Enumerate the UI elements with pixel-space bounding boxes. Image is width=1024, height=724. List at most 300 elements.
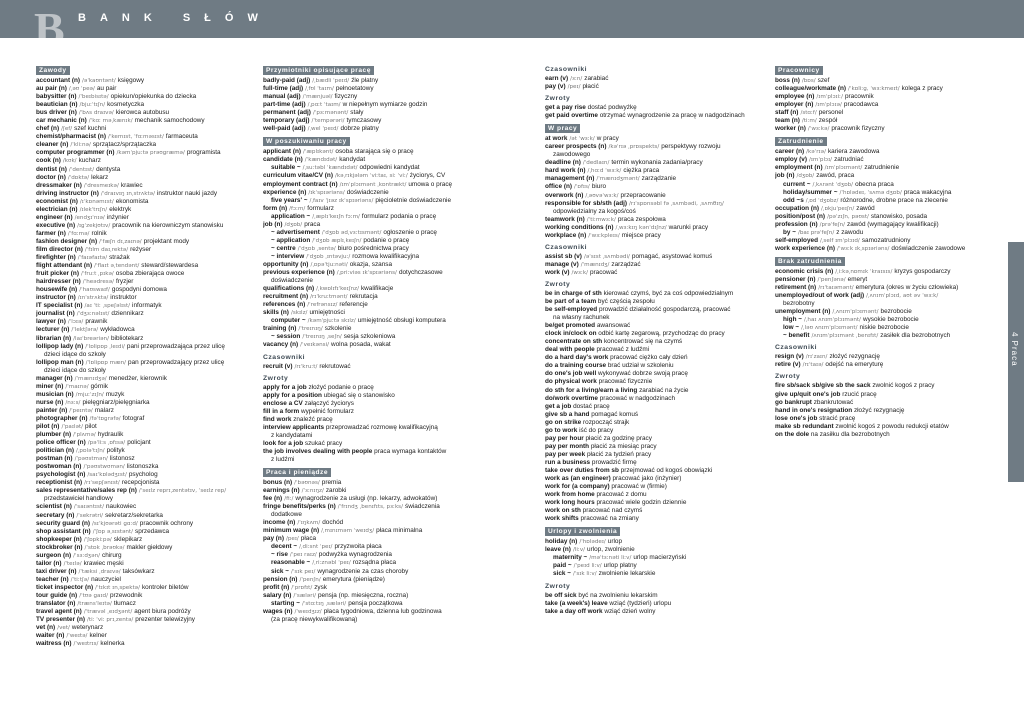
vocab-entry [545,83,767,91]
phonetic: /dʒɒb/ [796,173,815,180]
vocab-entry [545,435,767,443]
vocab-entry [775,93,993,101]
headword: economist (n) [36,197,78,205]
translation: na zasiłku dla bezrobotnych [810,430,890,438]
translation: biuro pośrednictwa pracy [337,244,409,252]
headword: au pair (n) [36,85,67,93]
vocab-entry [263,237,531,245]
translation: kosmetyczka [107,101,145,109]
vocab-entry [263,85,531,93]
vocab-entry [263,117,531,125]
translation: sprzątacz/sprzątaczka [92,141,157,149]
vocab-entry [263,317,531,325]
phonetic: /ˌɒkjuˈpeɪʃn/ [821,205,855,212]
headword: well-paid (adj) [263,125,306,133]
vocab-entry [263,325,531,333]
phonetic: /ˈdʒɒb ˌsentə/ [297,245,336,252]
headword: work from home [545,491,595,499]
headword: by ~ [783,228,796,236]
translation: zawód (wymagający kwalifikacji) [847,220,939,228]
translation: kelnerka [100,640,125,648]
headword: accountant (n) [36,77,81,84]
headword: management (n) [545,175,595,183]
translation: prawnik [85,318,108,326]
phonetic: /ɪnˈstrʌktə/ [77,295,109,302]
phonetic: /ˌmɪnɪməm ˈweɪdʒ/ [321,528,375,535]
phonetic: /rɪˈsepʃənɪst/ [84,480,120,487]
headword: chef (n) [36,125,60,133]
translation: biuro [591,183,607,191]
vocab-entry [545,208,767,216]
column-3 [545,62,767,616]
phonetic: /ˈprɒfɪt/ [291,584,313,591]
phonetic: /ˈkɑː məˌkænɪk/ [88,118,133,125]
vocab-entry [545,378,767,386]
headword: assist sb (v) [545,252,582,260]
translation: pan przeprowadzający przez ulicę [128,358,225,366]
vocab-entry [263,568,531,576]
vocab-entry [263,213,531,221]
translation: pracownik ochrony [139,519,194,527]
headword: holiday (n) [545,538,578,546]
phonetic: /ˈkemɪst, ˈfɑːməsɪst/ [107,134,164,141]
vocab-entry [775,284,993,292]
vocab-entry [775,324,993,332]
vocab-entry [775,205,993,213]
phonetic: /mjuːˈzɪʃn/ [75,391,104,398]
side-tab-label: 4 Praca [1010,332,1019,367]
vocab-entry [545,443,767,451]
phonetic: /ʃef/ [61,126,73,133]
translation: otrzymać wynagrodzenie za pracę w nadgodzinach [599,112,745,120]
vocab-entry [263,440,531,448]
vocab-entry [36,528,248,536]
headword: dressmaker (n) [36,181,82,189]
translation: umiejętność obsługi komputera [357,317,446,325]
phonetic: /laɪˈbreəriən/ [73,335,109,342]
phonetic: /ˈlɔɪə/ [67,319,84,326]
phonetic: /ˈfruːt ˌpɪkə/ [80,271,114,278]
vocab-entry [36,399,248,407]
phonetic: /baɪ prəˈfeʃn/ [797,229,835,236]
translation: perspektywy rozwoju [661,143,721,151]
headword: five years' ~ [271,196,308,204]
headword: pay per week [545,450,586,458]
headword: team (n) [775,117,800,125]
phonetic: /peɪ/ [567,84,581,91]
translation: zawód [856,204,875,212]
translation: rekrutować [319,362,351,370]
translation: instruktor nauki jazdy [156,189,218,197]
vocab-entry [545,467,767,475]
headword: give up/quit one's job [775,390,841,398]
phonetic: /kəˌrɪkjələm ˈviːtaɪ, siː ˈviː/ [334,173,408,180]
vocab-entry [263,584,531,592]
translation: podwyżka wynagrodzenia [318,551,392,559]
headword: ~ benefit [783,332,810,340]
subsection-heading: Zwroty [545,582,571,590]
headword: get a pay rise [545,104,586,112]
vocab-entry [36,270,248,278]
vocab-entry [36,632,248,640]
vocab-entry [775,148,993,156]
vocab-entry [263,543,531,551]
subsection-heading: Czasowniki [263,353,306,361]
vocab-entry [545,387,767,395]
translation: pracować w nadgodzinach [599,394,676,402]
vocab-entry [36,640,248,648]
headword: fire sb/sack sb/give sb the sack [775,382,871,390]
phonetic: /ˈsæləri/ [293,592,316,599]
phonetic: /kəmˈpjuːtə prəʊɡræmə/ [116,150,185,157]
headword: badly-paid (adj) [263,77,311,84]
headword: take (a week's) leave [545,599,608,607]
phonetic: /endʒɪˈnɪə/ [74,214,105,221]
translation: taksówkarz [122,567,155,575]
vocab-entry [36,101,248,109]
phonetic: /rɪˈtaɪə/ [802,362,824,369]
headword: go bankrupt [775,398,812,406]
translation: awansować [596,322,631,330]
translation: wynagrodzenie za usługi (np. lekarzy, adwokatów) [295,495,438,503]
translation: pracować z domu [596,491,647,499]
phonetic: /ˈbʌs draɪvə/ [78,110,114,117]
vocab-entry [36,262,248,270]
phonetic: /ˈfrɪndʒ ˌbenɪfɪts, pɜːks/ [337,504,403,511]
vocab-entry [36,326,248,334]
headword: engineer (n) [36,213,73,221]
headword: clock in/clock on [545,330,597,338]
phonetic: /ˈdraɪvɪŋ ɪnˌstrʌktə/ [100,190,155,197]
translation: programista [186,149,221,157]
translation: sklepikarz [113,535,143,543]
translation: premia [321,479,342,487]
side-tab [1008,242,1024,482]
vocab-entry [263,576,531,584]
phonetic: /ˈdʒɒb æplɪˌkeɪʃn/ [312,237,362,244]
phonetic: /ˈmænjuəl/ [302,94,333,101]
vocab-entry [545,538,767,546]
phonetic: /ˈpɜːmənənt/ [312,110,349,117]
phonetic: /ˈpenʃn/ [299,576,321,583]
phonetic: /rɪˈtaɪəmənt/ [818,285,854,292]
headword: be self-employed [545,306,598,314]
vocab-entry [36,182,248,190]
vocab-entry [36,600,248,608]
translation: hydraulik [97,431,124,439]
headword: overwork (n) [545,191,584,199]
translation: osoba zbierająca owoce [115,270,185,278]
section-heading: Przymiotniki opisujące pracę [263,66,374,75]
headword: waitress (n) [36,640,72,648]
headword: manager (n) [36,374,73,382]
headword: resign (v) [775,353,804,361]
vocab-entry [775,156,993,164]
headword: film director (n) [36,245,83,253]
phonetic: /ˈdɒktə/ [67,174,90,181]
translation: praca [304,220,321,228]
headword: on the dole [775,430,810,438]
section-heading: Praca i pieniądze [263,468,331,477]
headword: car mechanic (n) [36,117,87,125]
headword: career prospects (n) [545,143,607,151]
phonetic: /ˈpeɪ raɪz/ [289,552,317,559]
headword: farmer (n) [36,229,66,237]
translation: płacić za miesiąc pracy [590,442,657,450]
translation: znaleźć pracę [293,415,333,423]
translation: zbankrutować [813,398,854,406]
phonetic: /skɪlz/ [290,310,308,317]
phonetic: /ˈtempərəri/ [311,118,345,125]
translation: księgowy [117,77,145,84]
translation: praca wymaga kontaktów [374,447,447,455]
headword: tailor (n) [36,559,62,567]
translation: tymczasowy [346,117,382,125]
headword: form (n) [263,204,288,212]
translation: psycholog [128,471,158,479]
headword: psychologist (n) [36,471,86,479]
vocab-entry [545,338,767,346]
phonetic: /ˌwɜːkɪŋ kənˈdɪʃnz/ [615,224,667,231]
phonetic: /ət ˈwɜːk/ [569,136,595,143]
phonetic: /ˌpriːviəs ɪkˈspɪəriəns/ [336,270,397,277]
phonetic: /ˌɒpəˈtjuːnəti/ [310,261,348,268]
headword: retire (v) [775,361,801,369]
phonetic: /ˌpɑːt ˈtaɪm/ [307,102,341,109]
headword: low ~ [783,324,800,332]
headword: make sb redundant [775,422,834,430]
translation: przewodnik [109,592,143,599]
translation: płacić za tydzień pracy [586,450,652,458]
phonetic: /ˈhɒlədeɪ, ˈsʌmə dʒɒb/ [839,189,902,196]
vocab-entry [545,515,767,523]
phonetic: /ɪlekˈtrɪʃn/ [79,206,108,213]
translation: pracować nad czymś [582,507,643,515]
translation: obecna praca [855,180,894,188]
vocab-entry [36,584,248,592]
phonetic: /ˈtʊə ɡaɪd/ [79,593,108,599]
headword: sick ~ [271,567,289,575]
section-letter: B [34,3,65,54]
headword: TV presenter (n) [36,616,86,624]
phonetic: /pəˈliːs ˌɒfɪsə/ [87,440,126,447]
vocab-entry [775,332,993,340]
vocab-entry [263,400,531,408]
translation: iść do pracy [579,426,614,434]
vocab-entry [263,519,531,527]
section-heading: Urlopy i zwolnienia [545,527,620,536]
vocab-entry [36,560,248,568]
phonetic: /ˈlɒlipɒp mæn/ [85,359,127,366]
headword: ~ application [271,236,311,244]
phonetic: /ˌləʊ ʌnɪmˈplɔɪmənt/ [801,325,858,332]
headword: get paid overtime [545,112,598,120]
headword: lawyer (n) [36,318,66,326]
phonetic: /kəmˈpjuːtə skɪlz/ [307,318,356,325]
headword: employ (v) [775,156,807,164]
vocab-entry [36,471,248,479]
headword: manage (v) [545,260,579,268]
phonetic: /prəˈfeʃn/ [819,221,846,228]
phonetic: /ˌriːznəbl ˈpeɪ/ [312,560,351,567]
translation: kwalifikacje [360,285,394,293]
vocab-entry [36,544,248,552]
vocab-entry [545,346,767,354]
headword: take over duties from sb [545,466,619,474]
headword: instructor (n) [36,294,76,302]
translation: odejść na emeryturę [825,361,884,369]
phonetic: /ɪkˈspɪəriəns/ [308,189,345,196]
phonetic: /ˌbædli ˈpeɪd/ [312,78,350,84]
vocab-entry [36,503,248,511]
phonetic: /ˈmænɪdʒmənt/ [596,176,640,183]
phonetic: /wɜːk/ [571,269,588,276]
phonetic: /ˈwɜːkpleɪs/ [588,232,620,239]
translation: tłumacz [113,600,136,608]
vocab-entry [36,222,248,230]
translation: krawiec [120,181,143,189]
translation: złożyć podanie o pracę [308,383,374,391]
phonetic: /ˌkʌrənt ˈdʒɒb/ [812,181,854,188]
headword: retirement (n) [775,284,817,292]
phonetic: /ˌsuːtəbl ˈkændɪdət/ [302,165,358,172]
headword: dentist (n) [36,165,67,173]
column-2 [263,62,531,624]
translation: listonosz [109,455,135,463]
phonetic: /ˈbeɪbisɪtə/ [78,94,109,101]
headword: do a hard day's work [545,354,609,362]
vocab-entry [36,318,248,326]
translation: stały [350,109,364,117]
vocab-entry [775,101,993,109]
headword: do sth for a living/earn a living [545,386,638,394]
vocab-entry [775,237,993,245]
translation: w pracy [596,135,619,143]
vocab-entry [263,600,531,608]
translation: szef [817,77,830,84]
phonetic: /ˈɪŋkʌm/ [297,520,321,527]
phonetic: /ˈheədresə/ [82,279,115,286]
phonetic: /ˈtiːtʃə/ [70,576,90,583]
headword: fruit picker (n) [36,270,79,278]
translation: kryzys gospodarczy [894,267,951,275]
vocab-entry [545,475,767,483]
vocab-entry [545,143,767,151]
translation: projektant mody [143,237,190,245]
vocab-entry [263,341,531,349]
phonetic: /ˈhɒlədeɪ/ [579,539,606,546]
vocab-entry [775,431,993,439]
phonetic: /ˌdiːsnt ˈpeɪ/ [299,544,333,551]
subsection-heading: Czasowniki [775,344,818,352]
section-heading: Zawody [36,66,70,75]
phonetic: /ˌʌnɪmˈplɔɪd, aʊt əv ˈwɜːk/ [866,293,939,300]
vocab-entry [545,261,767,269]
headword: suitable ~ [271,164,301,172]
vocab-entry [263,551,531,559]
headword: cook (n) [36,157,61,165]
headword: give sb a hand [545,410,590,418]
vocab-entry [545,314,767,322]
translation: zarobki [325,487,347,495]
column-1 [36,62,248,648]
translation: złożyć rezygnację [853,406,905,414]
translation: zawód, praca [816,172,855,180]
headword: tour guide (n) [36,592,78,599]
phonetic: /ˈdʒɜːnəlɪst/ [76,311,110,318]
headword: ~ interview [271,252,305,260]
headword: be/get promoted [545,322,596,330]
vocab-entry [775,117,993,125]
vocab-entry [36,109,248,117]
vocab-entry [545,330,767,338]
translation: dotychczasowe [398,269,443,277]
headword: decent ~ [271,543,298,551]
vocab-entry [263,293,531,301]
translation: pracować ciężko cały dzień [610,354,688,362]
headword: pension (n) [263,575,298,583]
translation: kolega z pracy [901,85,943,93]
headword: take a day off work [545,607,603,615]
phonetic: /fiː/ [284,496,294,503]
translation: urlop, zwolnienie [587,546,635,554]
vocab-entry [36,487,248,495]
headword: ~ rise [271,551,288,559]
vocab-entry [263,156,531,164]
phonetic: /ˈɜːnɪŋz/ [301,488,324,495]
translation: płaca tygodniowa, dzienna lub godzinowa [323,607,442,615]
vocab-entry [545,419,767,427]
phonetic: /ɪmˈplɔɪmənt ˌkɒntrækt/ [339,181,407,188]
translation: pilot [85,423,97,431]
translation: dobrze płatny [340,125,379,133]
translation: kierować czymś, być za coś odpowiedzialnym [603,289,734,297]
translation: podanie o pracę [363,236,410,244]
vocab-entry [263,616,531,624]
vocab-entry [545,600,767,608]
vocab-entry [263,172,531,180]
headword: hard work (n) [545,167,586,175]
headword: apply for a position [263,391,322,399]
translation: źle płatny [351,77,379,84]
vocab-entry [36,238,248,246]
translation: inżynier [106,213,129,221]
translation: zarządzać [611,260,641,268]
phonetic: /nɜːs/ [65,399,81,406]
translation: wynagrodzenie za czas choroby [317,567,409,575]
translation: urlop macierzyński [633,554,687,562]
translation: złożyć rezygnację [829,353,880,361]
vocab-entry [36,351,248,359]
translation: recepcjonista [121,479,160,487]
vocab-entry [36,335,248,343]
headword: lollipop man (n) [36,358,84,366]
translation: pensja (np. miesięczna, roczna) [318,591,409,599]
phonetic: /ˈpeɪd liːv/ [573,563,602,570]
translation: przeprowadzać rozmowę kwalifikacyjną [325,423,438,431]
headword: office (n) [545,183,572,191]
translation: dzieci idące do szkoły [44,350,106,358]
headword: worker (n) [775,125,806,133]
translation: bezrobocie [880,308,912,316]
headword: pay per month [545,442,590,450]
headword: deadline (n) [545,159,581,167]
translation: pomagać, asystować komuś [631,252,713,260]
translation: kariera zawodowa [827,148,880,156]
phonetic: /ɜːn/ [570,76,583,82]
headword: lollipop lady (n) [36,342,84,350]
phonetic: /ˈfæʃn dɪˌzaɪnə/ [99,238,142,245]
